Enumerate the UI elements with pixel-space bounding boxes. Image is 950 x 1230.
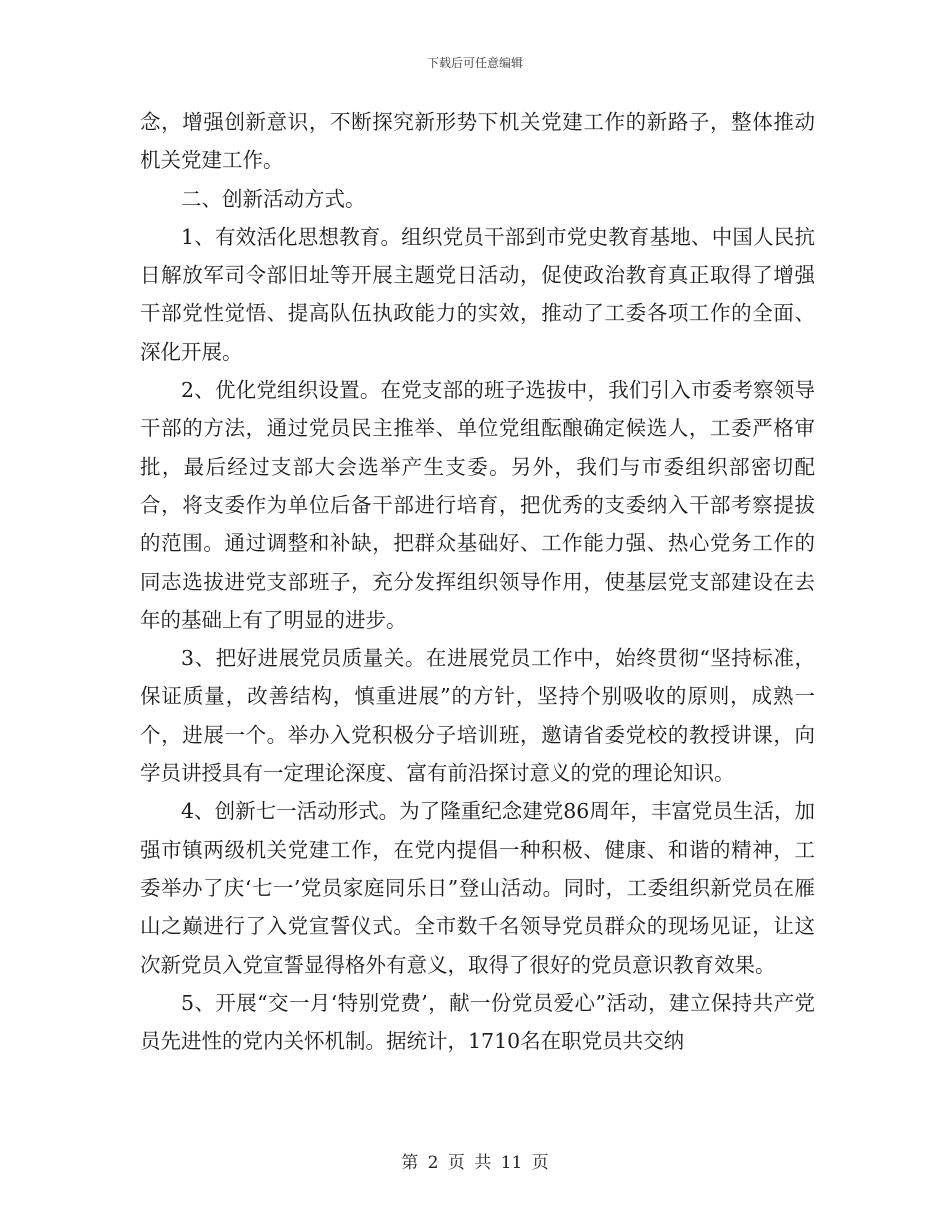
paragraph-continuation: 念，增强创新意识，不断探究新形势下机关党建工作的新路子，整体推动机关党建工作。	[140, 110, 815, 173]
paragraph-item-5: 5、开展“交一月‘特别党费’，献一份党员爱心”活动，建立保持共产党员先进性的党内关怀机制。据统计，1710名在职党员共交纳	[140, 990, 815, 1054]
paragraph-item-4: 4、创新七一活动形式。为了隆重纪念建党86周年，丰富党员生活，加强市镇两级机关党建工作，在党内提倡一种积极、健康、和谐的精神，工委举办了庆‘七一’党员家庭同乐日”登山活动。同时，工委组织新党员在雁山之巅进行了入党宣誓仪式。全市数千名领导党员群众的现场见证，让这次新党员入党宣誓显得格外有意义，取得了很好的党员意识教育效果。	[140, 799, 815, 977]
paragraph-item-2: 2、优化党组织设置。在党支部的班子选拔中，我们引入市委考察领导干部的方法，通过党员民主推举、单位党组酝酿确定候选人，工委严格审批，最后经过支部大会选举产生支委。另外，我们与市委组织部密切配合，将支委作为单位后备干部进行培育，把优秀的支委纳入干部考察提拔的范围。通过调整和补缺，把群众基础好、工作能力强、热心党务工作的同志选拔进党支部班子，充分发挥组织领导作用，使基层党支部建设在去年的基础上有了明显的进步。	[140, 378, 815, 632]
document-body	[140, 103, 815, 1060]
section-heading: 二、创新活动方式。	[181, 186, 366, 211]
paragraph-item-1: 1、有效活化思想教育。组织党员干部到市党史教育基地、中国人民抗日解放军司令部旧址等开展主题党日活动，促使政治教育真正取得了增强干部党性觉悟、提高队伍执政能力的实效，推动了工委各项工作的全面、深化开展。	[140, 224, 815, 364]
page-header: 下载后可任意编辑	[426, 56, 523, 70]
paragraph-item-3: 3、把好进展党员质量关。在进展党员工作中，始终贯彻“坚持标准，保证质量，改善结构，慎重进展”的方针，坚持个别吸收的原则，成熟一个，进展一个。举办入党积极分子培训班，邀请省委党校的教授讲课，向学员讲授具有一定理论深度、富有前沿探讨意义的党的理论知识。	[140, 646, 815, 786]
page-footer: 第 2 页 共 11 页	[401, 1153, 549, 1173]
